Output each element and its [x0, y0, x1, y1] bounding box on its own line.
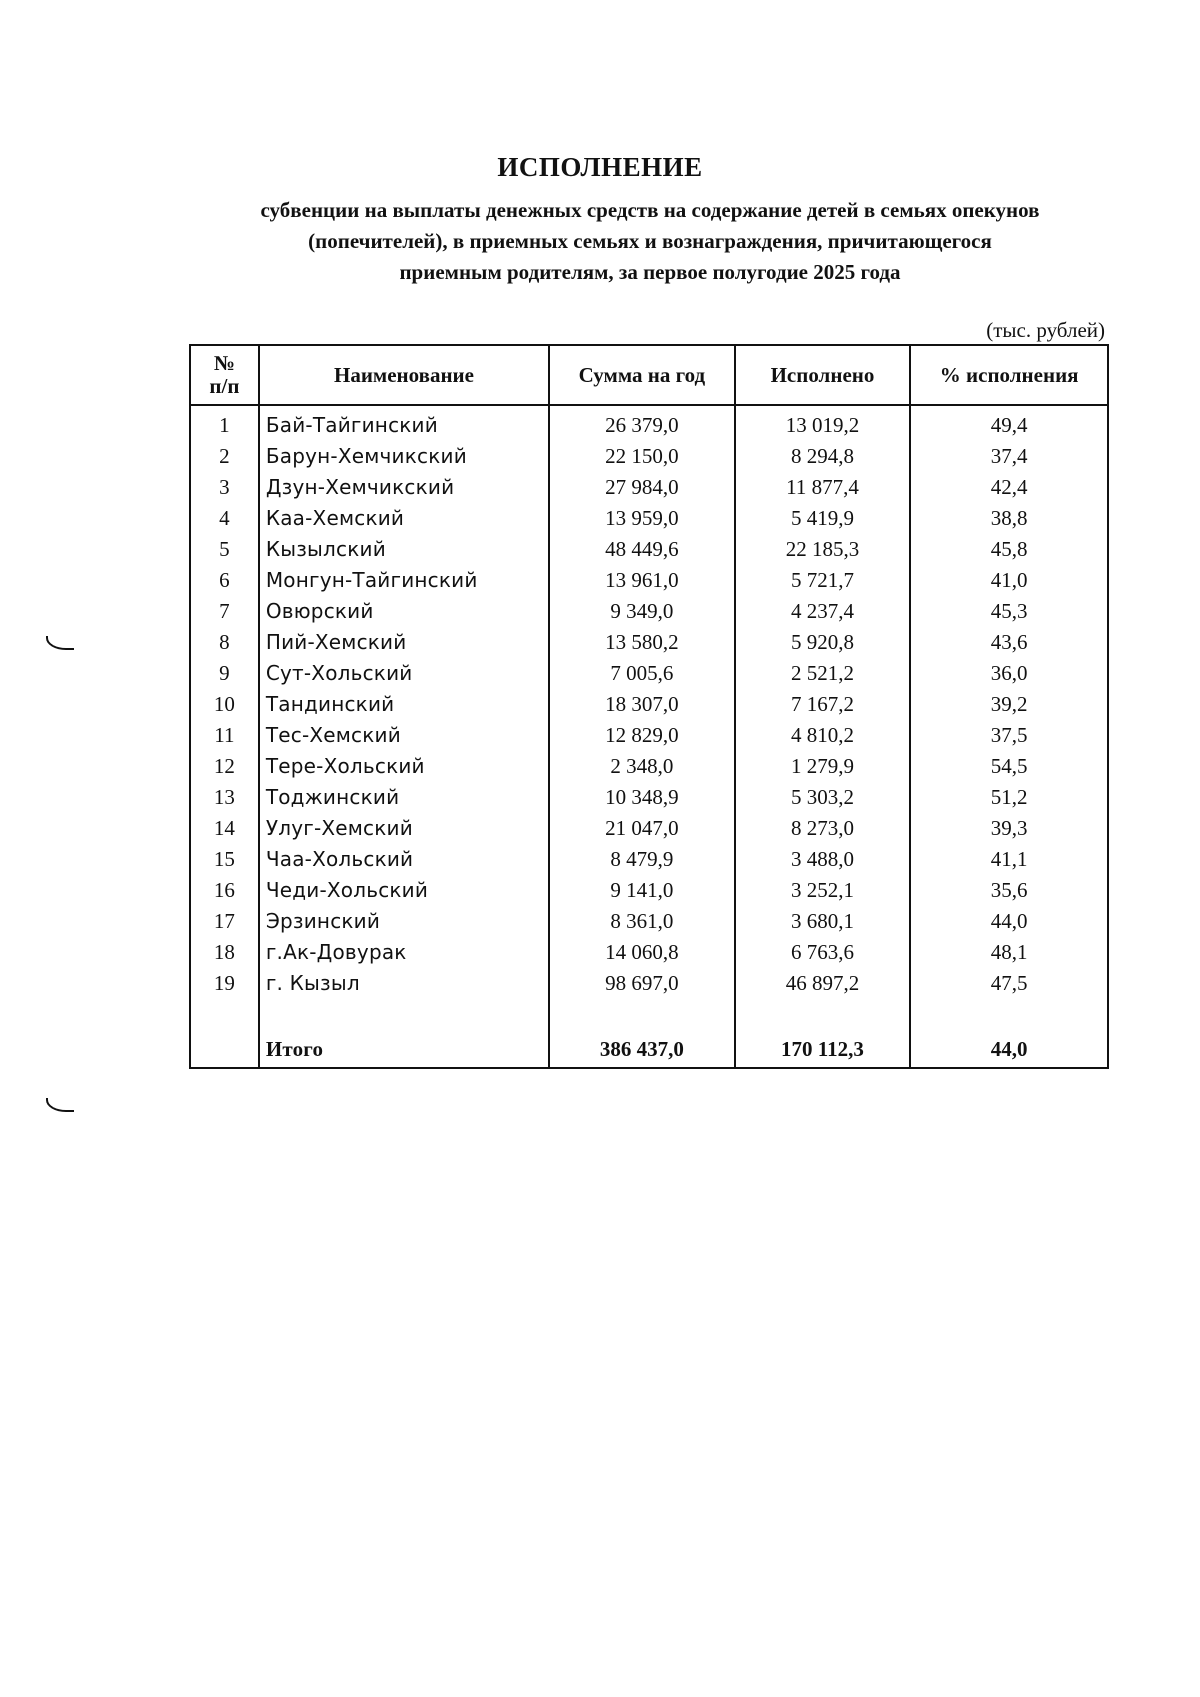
row-number: 12 [190, 751, 259, 782]
row-number: 5 [190, 534, 259, 565]
table-row [190, 937, 1108, 968]
column-header-sum: Сумма на год [549, 345, 734, 405]
row-name: Дзун-Хемчикский [259, 472, 549, 503]
row-done: 8 294,8 [735, 441, 911, 472]
row-done: 5 920,8 [735, 627, 911, 658]
column-header-pct: % исполнения [910, 345, 1108, 405]
row-pct: 44,0 [910, 906, 1108, 937]
row-done: 13 019,2 [735, 405, 911, 441]
row-done: 8 273,0 [735, 813, 911, 844]
row-number: 6 [190, 565, 259, 596]
row-name: Тере-Хольский [259, 751, 549, 782]
row-pct: 45,8 [910, 534, 1108, 565]
column-header-name: Наименование [259, 345, 549, 405]
row-name: Бай-Тайгинский [259, 405, 549, 441]
row-pct: 35,6 [910, 875, 1108, 906]
row-sum: 27 984,0 [549, 472, 734, 503]
row-number: 2 [190, 441, 259, 472]
total-number-cell [190, 1031, 259, 1068]
document-subtitle [170, 195, 1130, 288]
row-done: 6 763,6 [735, 937, 911, 968]
table-row [190, 813, 1108, 844]
table-spacer-row [190, 999, 1108, 1031]
row-done: 3 252,1 [735, 875, 911, 906]
row-pct: 42,4 [910, 472, 1108, 503]
row-sum: 18 307,0 [549, 689, 734, 720]
row-number: 15 [190, 844, 259, 875]
table-row [190, 658, 1108, 689]
row-number: 13 [190, 782, 259, 813]
unit-label: (тыс. рублей) [986, 318, 1105, 342]
table-row [190, 405, 1108, 441]
table-row [190, 906, 1108, 937]
table-row [190, 472, 1108, 503]
row-number: 8 [190, 627, 259, 658]
row-sum: 14 060,8 [549, 937, 734, 968]
row-name: Овюрский [259, 596, 549, 627]
row-pct: 48,1 [910, 937, 1108, 968]
row-pct: 45,3 [910, 596, 1108, 627]
table-row [190, 782, 1108, 813]
row-done: 5 419,9 [735, 503, 911, 534]
row-sum: 7 005,6 [549, 658, 734, 689]
row-sum: 21 047,0 [549, 813, 734, 844]
row-sum: 10 348,9 [549, 782, 734, 813]
row-name: Пий-Хемский [259, 627, 549, 658]
subtitle-line: (попечителей), в приемных семьях и вознаграждения, причитающегося [308, 229, 992, 253]
subtitle-line: приемным родителям, за первое полугодие 2025 года [399, 260, 901, 284]
total-done: 170 112,3 [735, 1031, 911, 1068]
table-row [190, 503, 1108, 534]
row-done: 4 810,2 [735, 720, 911, 751]
row-name: Кызылский [259, 534, 549, 565]
row-pct: 38,8 [910, 503, 1108, 534]
row-number: 1 [190, 405, 259, 441]
row-sum: 98 697,0 [549, 968, 734, 999]
row-name: Барун-Хемчикский [259, 441, 549, 472]
row-done: 4 237,4 [735, 596, 911, 627]
row-number: 18 [190, 937, 259, 968]
row-name: Монгун-Тайгинский [259, 565, 549, 596]
row-pct: 54,5 [910, 751, 1108, 782]
row-number: 16 [190, 875, 259, 906]
document-title: ИСПОЛНЕНИЕ [497, 152, 703, 182]
row-pct: 41,1 [910, 844, 1108, 875]
row-done: 11 877,4 [735, 472, 911, 503]
row-sum: 2 348,0 [549, 751, 734, 782]
row-name: Тандинский [259, 689, 549, 720]
table-row [190, 596, 1108, 627]
row-done: 1 279,9 [735, 751, 911, 782]
row-name: Тес-Хемский [259, 720, 549, 751]
row-number: 9 [190, 658, 259, 689]
row-sum: 22 150,0 [549, 441, 734, 472]
row-pct: 43,6 [910, 627, 1108, 658]
table-row [190, 751, 1108, 782]
row-number: 19 [190, 968, 259, 999]
column-header-number-line1: № [213, 351, 235, 375]
table-row [190, 627, 1108, 658]
row-done: 5 303,2 [735, 782, 911, 813]
row-done: 5 721,7 [735, 565, 911, 596]
subtitle-line: субвенции на выплаты денежных средств на содержание детей в семьях опекунов [260, 198, 1040, 222]
row-name: Чаа-Хольский [259, 844, 549, 875]
row-done: 3 680,1 [735, 906, 911, 937]
table-row [190, 720, 1108, 751]
row-number: 10 [190, 689, 259, 720]
table-row [190, 875, 1108, 906]
total-pct: 44,0 [910, 1031, 1108, 1068]
row-name: Эрзинский [259, 906, 549, 937]
row-sum: 13 580,2 [549, 627, 734, 658]
column-header-number [190, 345, 259, 405]
row-sum: 26 379,0 [549, 405, 734, 441]
row-name: Улуг-Хемский [259, 813, 549, 844]
row-pct: 47,5 [910, 968, 1108, 999]
row-sum: 9 349,0 [549, 596, 734, 627]
row-number: 14 [190, 813, 259, 844]
row-pct: 37,5 [910, 720, 1108, 751]
table-header-row [190, 345, 1108, 405]
table-row [190, 844, 1108, 875]
row-pct: 51,2 [910, 782, 1108, 813]
row-name: Каа-Хемский [259, 503, 549, 534]
table-row [190, 565, 1108, 596]
table-row [190, 441, 1108, 472]
row-pct: 39,2 [910, 689, 1108, 720]
row-done: 22 185,3 [735, 534, 911, 565]
row-sum: 9 141,0 [549, 875, 734, 906]
row-pct: 49,4 [910, 405, 1108, 441]
table-row [190, 689, 1108, 720]
row-number: 17 [190, 906, 259, 937]
execution-table [189, 344, 1109, 1069]
row-name: Тоджинский [259, 782, 549, 813]
total-sum: 386 437,0 [549, 1031, 734, 1068]
row-sum: 13 961,0 [549, 565, 734, 596]
column-header-done: Исполнено [735, 345, 911, 405]
row-pct: 41,0 [910, 565, 1108, 596]
margin-mark [46, 636, 74, 650]
table-body [190, 405, 1108, 1068]
table-total-row [190, 1031, 1108, 1068]
margin-mark [46, 1098, 74, 1112]
row-name: г. Кызыл [259, 968, 549, 999]
row-sum: 13 959,0 [549, 503, 734, 534]
row-sum: 8 479,9 [549, 844, 734, 875]
row-name: Чеди-Хольский [259, 875, 549, 906]
row-pct: 39,3 [910, 813, 1108, 844]
row-number: 3 [190, 472, 259, 503]
row-done: 2 521,2 [735, 658, 911, 689]
row-done: 7 167,2 [735, 689, 911, 720]
table-row [190, 534, 1108, 565]
row-pct: 37,4 [910, 441, 1108, 472]
row-number: 11 [190, 720, 259, 751]
row-done: 3 488,0 [735, 844, 911, 875]
table-row [190, 968, 1108, 999]
row-name: г.Ак-Довурак [259, 937, 549, 968]
total-label: Итого [259, 1031, 549, 1068]
row-sum: 48 449,6 [549, 534, 734, 565]
row-done: 46 897,2 [735, 968, 911, 999]
row-name: Сут-Хольский [259, 658, 549, 689]
row-number: 4 [190, 503, 259, 534]
row-sum: 8 361,0 [549, 906, 734, 937]
column-header-number-line2: п/п [209, 374, 240, 398]
row-number: 7 [190, 596, 259, 627]
row-pct: 36,0 [910, 658, 1108, 689]
row-sum: 12 829,0 [549, 720, 734, 751]
